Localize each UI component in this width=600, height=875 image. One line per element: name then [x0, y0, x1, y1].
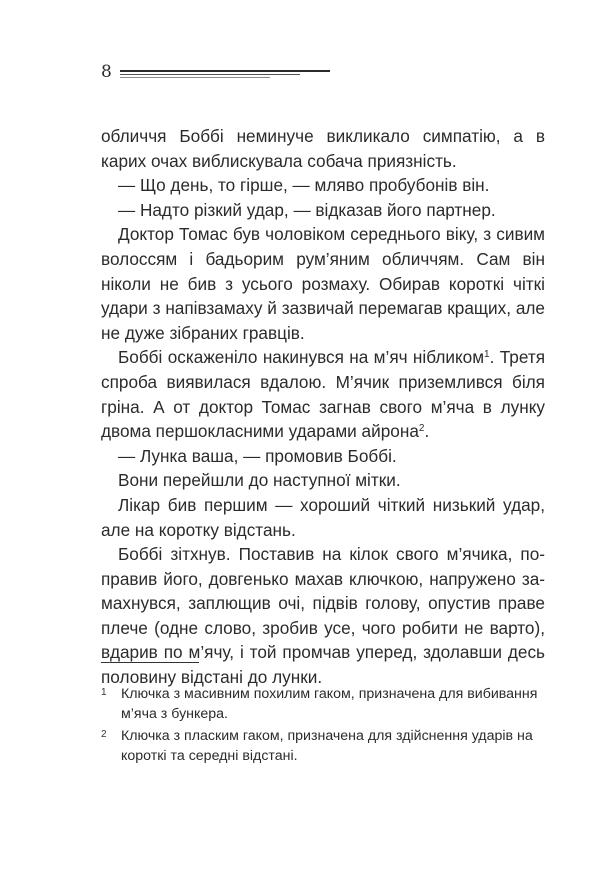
- footnote-text: Ключка з масивним похилим гаком, призначена для вибивання м’яча з бункера.: [121, 686, 538, 722]
- footnotes: [101, 684, 545, 768]
- body-text: [101, 124, 545, 690]
- page-number: 8: [101, 62, 112, 82]
- paragraph: Доктор Томас був чоловіком середнього віку, з сивим волоссям і бадьорим рум’яним обличчям. Сам він ніколи не бив з усього розмаху. Обирав короткі чіткі удари з напівзамаху й зазвичай перемагав кращих, але не дуже зібраних гравців.: [101, 224, 545, 343]
- paragraph: Лікар бив першим — хороший чіткий низький удар, але на коротку відстань.: [101, 494, 545, 540]
- footnote: [101, 684, 545, 724]
- footnote-ref[interactable]: 2: [418, 423, 425, 435]
- paragraph: Боббі зітхнув. Поставив на кілок свого м’ячика, поправив його, довгенько махав ключкою, напружено замахнувся, заплющив очі, підвів голову, опустив праве плече (одне слово, зробив усе, чого робити не варто), вдарив по м’ячу, і той промчав уперед, здолавши десь половину відстані до лунки.: [101, 544, 545, 688]
- paragraph: [101, 345, 545, 443]
- paragraph-text: Боббі оскаженіло накинувся на м’яч нібликом: [118, 347, 485, 368]
- paragraph-text: .: [424, 421, 430, 442]
- paragraph: обличчя Боббі неминуче викликало симпатію, а в карих очах виблискувала собача приязність.: [101, 126, 545, 171]
- footnote-text: Ключка з пласким гаком, призначена для здійснення ударів на короткі та середні відстані.: [121, 728, 533, 764]
- header-rule: [120, 70, 330, 78]
- footnote-number: 2: [101, 729, 107, 740]
- paragraph: — Лунка ваша, — промовив Боббі.: [118, 445, 397, 466]
- paragraph: Вони перейшли до наступної мітки.: [118, 470, 401, 491]
- footnote-rule: [101, 662, 199, 663]
- paragraph: — Що день, то гірше, — мляво пробубонів він.: [118, 175, 490, 196]
- footnote-number: 1: [101, 687, 107, 698]
- paragraph-text: . Третя спроба виявилася вдалою. М’ячик приземлився біля гріна. А от доктор Томас загнав свого м’яча в лунку двома першокласними ударами айрона: [101, 347, 546, 442]
- footnote: [101, 726, 545, 766]
- footnote-ref[interactable]: 1: [484, 349, 490, 361]
- paragraph: — Надто різкий удар, — відказав його партнер.: [118, 199, 496, 220]
